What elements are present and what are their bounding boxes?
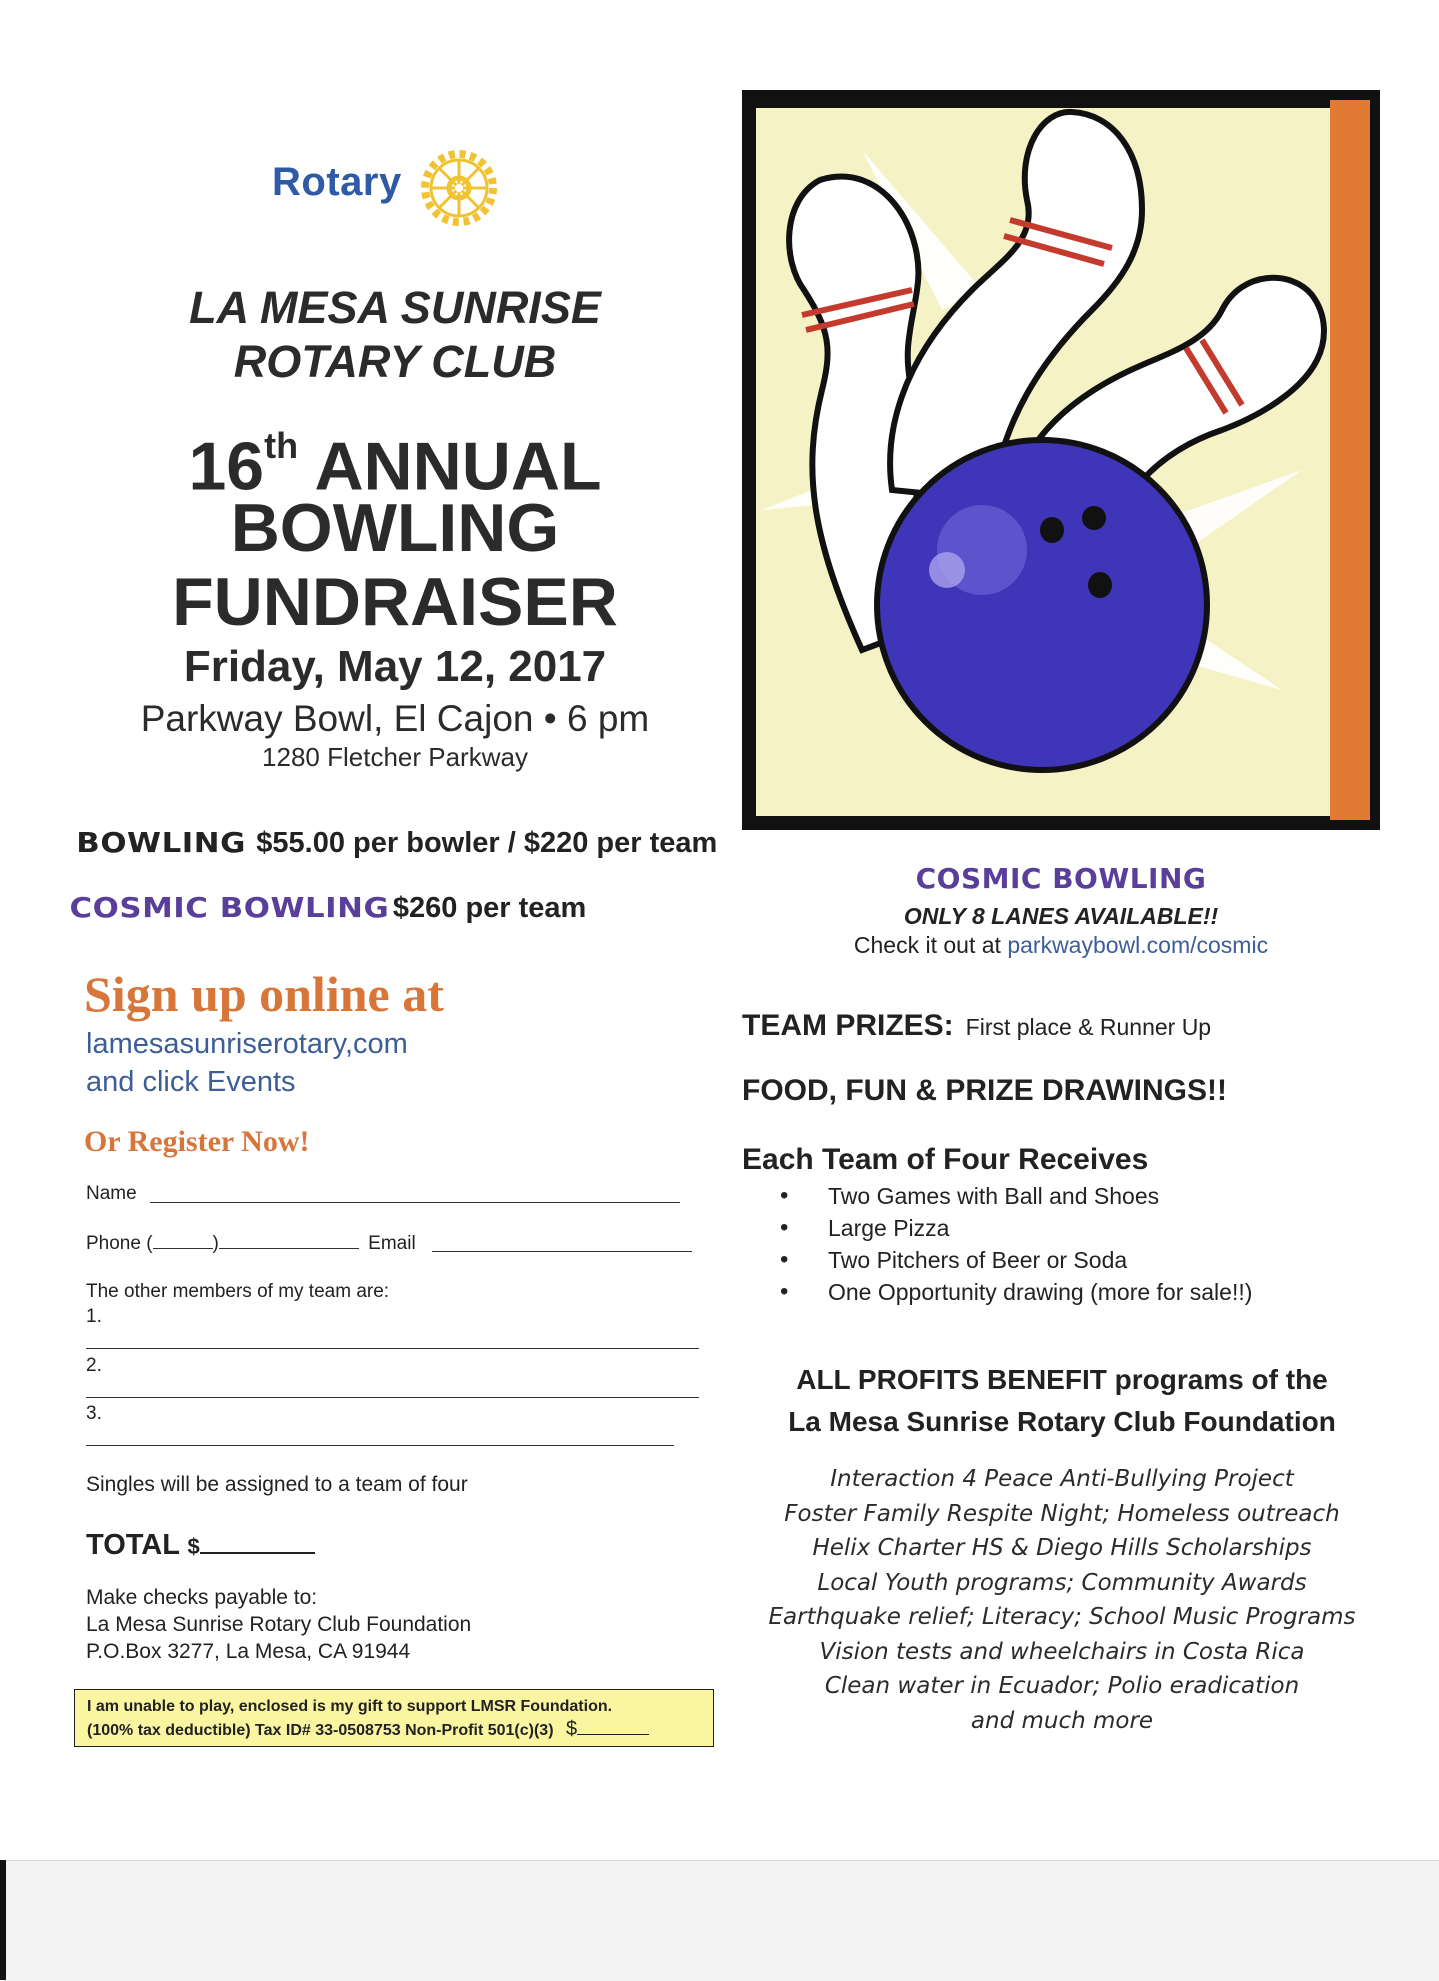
event-venue: Parkway Bowl, El Cajon • 6 pm <box>140 698 650 739</box>
list-item: • Two Pitchers of Beer or Soda <box>780 1244 1252 1276</box>
bowling-ball <box>877 440 1207 770</box>
club-name-line1: LA MESA SUNRISE <box>189 282 601 333</box>
cosmic-block <box>742 862 1380 959</box>
profits-line1: ALL PROFITS BENEFIT programs of the <box>796 1364 1328 1395</box>
payable-line2: La Mesa Sunrise Rotary Club Foundation <box>86 1613 472 1636</box>
food-fun-heading: FOOD, FUN & PRIZE DRAWINGS!! <box>742 1074 1227 1107</box>
cosmic-check-row <box>742 932 1380 959</box>
page-bottom-margin <box>0 1860 1439 1981</box>
rotary-logo <box>272 140 512 230</box>
event-ordinal-suffix: th <box>264 425 299 466</box>
list-item: • One Opportunity drawing (more for sale!!) <box>780 1276 1252 1308</box>
total-label: TOTAL <box>86 1529 180 1561</box>
member-1-label: 1. <box>86 1306 102 1327</box>
member-2-line[interactable] <box>86 1397 699 1398</box>
cosmic-price: $260 per team <box>392 892 587 924</box>
payable-line1: Make checks payable to: <box>86 1586 318 1609</box>
signup-click-events: and click Events <box>86 1066 296 1098</box>
team-prizes-detail: First place & Runner Up <box>965 1014 1212 1040</box>
cosmic-price-line <box>69 891 587 925</box>
payable-block <box>86 1584 471 1665</box>
member-3-label: 3. <box>86 1403 102 1424</box>
bowling-tag: BOWLING <box>76 826 246 859</box>
program-item: Earthquake relief; Literacy; School Music Programs <box>768 1604 1356 1630</box>
member-1-line[interactable] <box>86 1348 699 1349</box>
bowling-illustration <box>742 90 1380 830</box>
total-amount-line[interactable] <box>200 1528 315 1554</box>
event-date: Friday, May 12, 2017 <box>183 642 607 691</box>
donation-amount-line[interactable] <box>577 1718 649 1735</box>
event-title-line2: BOWLING <box>230 490 560 566</box>
profits-line2: La Mesa Sunrise Rotary Club Foundation <box>788 1406 1336 1437</box>
name-field-label: Name <box>86 1183 137 1204</box>
phone-open: Phone ( <box>86 1233 153 1254</box>
team-receives-list <box>780 1180 1252 1308</box>
team-prizes-row <box>742 1009 1211 1043</box>
program-item: Helix Charter HS & Diego Hills Scholarships <box>812 1535 1312 1561</box>
program-item: Local Youth programs; Community Awards <box>817 1569 1307 1596</box>
event-address: 1280 Fletcher Parkway <box>262 742 528 772</box>
team-members-label: The other members of my team are: <box>86 1281 390 1302</box>
cosmic-url-link[interactable]: parkwaybowl.com/cosmic <box>1007 932 1269 958</box>
profits-heading <box>742 1359 1382 1443</box>
phone-number-line[interactable] <box>219 1232 359 1249</box>
program-item: Interaction 4 Peace Anti-Bullying Project <box>830 1466 1294 1492</box>
cosmic-tag: COSMIC BOWLING <box>69 891 390 924</box>
bowling-price: $55.00 per bowler / $220 per team <box>256 827 718 859</box>
event-ordinal-number: 16 <box>188 428 265 505</box>
member-2-label: 2. <box>86 1355 102 1376</box>
cosmic-lanes: ONLY 8 LANES AVAILABLE!! <box>903 903 1219 929</box>
phone-close: ) <box>212 1233 219 1254</box>
program-item: and much more <box>970 1707 1154 1734</box>
register-heading: Or Register Now! <box>84 1125 310 1158</box>
donation-line2: (100% tax deductible) Tax ID# 33-0508753 Non-Profit 501(c)(3) <box>87 1722 554 1739</box>
team-prizes-label: TEAM PRIZES: <box>742 1009 954 1042</box>
donation-line2-row <box>87 1718 701 1742</box>
donation-box <box>74 1689 714 1747</box>
donation-line1: I am unable to play, enclosed is my gift to support LMSR Foundation. <box>87 1698 613 1715</box>
club-name-line2: ROTARY CLUB <box>233 336 557 387</box>
singles-note: Singles will be assigned to a team of four <box>86 1473 468 1496</box>
rotary-wheel-icon <box>417 146 501 230</box>
phone-field-label <box>86 1232 416 1255</box>
program-item: Clean water in Ecuador; Polio eradication <box>824 1673 1300 1699</box>
bowling-price-line <box>76 826 718 860</box>
list-item: • Two Games with Ball and Shoes <box>780 1180 1252 1212</box>
program-item: Vision tests and wheelchairs in Costa Rica <box>819 1638 1305 1665</box>
payable-line3: P.O.Box 3277, La Mesa, CA 91944 <box>86 1640 411 1663</box>
donation-dollar: $ <box>565 1718 578 1740</box>
total-dollar: $ <box>187 1534 200 1559</box>
cosmic-check-label: Check it out at <box>853 932 1001 958</box>
signup-heading: Sign up online at <box>84 966 444 1022</box>
total-line <box>86 1528 315 1562</box>
email-field-label: Email <box>368 1233 416 1254</box>
phone-area-line[interactable] <box>153 1232 213 1249</box>
event-annual: ANNUAL <box>314 428 602 505</box>
scan-edge <box>0 1860 6 1980</box>
name-field-line[interactable] <box>150 1202 680 1203</box>
rotary-logo-text: Rotary <box>272 160 402 204</box>
team-receives-heading: Each Team of Four Receives <box>742 1143 1149 1176</box>
event-title-line3: FUNDRAISER <box>172 564 618 640</box>
list-item: • Large Pizza <box>780 1212 1252 1244</box>
programs-list <box>742 1462 1382 1738</box>
email-field-line[interactable] <box>432 1251 692 1252</box>
program-item: Foster Family Respite Night; Homeless outreach <box>784 1500 1340 1527</box>
cosmic-bowling-tag: COSMIC BOWLING <box>915 862 1207 895</box>
member-3-line[interactable] <box>86 1445 674 1446</box>
signup-site-link[interactable]: lamesasunriserotary,com <box>86 1028 408 1060</box>
